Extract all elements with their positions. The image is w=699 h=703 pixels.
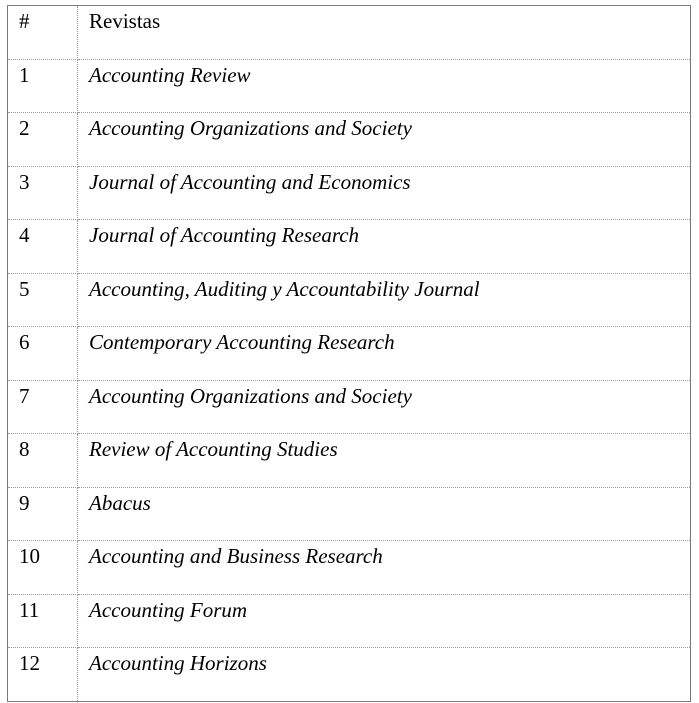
table-row: [8, 220, 691, 274]
row-number: 12: [8, 648, 78, 702]
table-row: [8, 594, 691, 648]
journal-name: Contemporary Accounting Research: [78, 327, 691, 381]
table-row: [8, 273, 691, 327]
table-row: [8, 487, 691, 541]
row-number: 10: [8, 541, 78, 595]
table-row: [8, 113, 691, 167]
table-header-row: [8, 6, 691, 60]
journal-name: Accounting, Auditing y Accountability Journal: [78, 273, 691, 327]
row-number: 6: [8, 327, 78, 381]
row-number: 1: [8, 59, 78, 113]
journal-name: Review of Accounting Studies: [78, 434, 691, 488]
journal-name: Accounting Organizations and Society: [78, 380, 691, 434]
row-number: 11: [8, 594, 78, 648]
row-number: 8: [8, 434, 78, 488]
row-number: 4: [8, 220, 78, 274]
row-number: 9: [8, 487, 78, 541]
table-row: [8, 59, 691, 113]
column-header-number: #: [8, 6, 78, 60]
table-row: [8, 541, 691, 595]
row-number: 7: [8, 380, 78, 434]
table-row: [8, 648, 691, 702]
journal-name: Accounting Organizations and Society: [78, 113, 691, 167]
journal-name: Journal of Accounting and Economics: [78, 166, 691, 220]
journal-name: Abacus: [78, 487, 691, 541]
table-row: [8, 166, 691, 220]
table-row: [8, 327, 691, 381]
journal-name: Journal of Accounting Research: [78, 220, 691, 274]
journals-table: [7, 5, 691, 702]
column-header-journals: Revistas: [78, 6, 691, 60]
journal-name: Accounting Review: [78, 59, 691, 113]
row-number: 5: [8, 273, 78, 327]
row-number: 3: [8, 166, 78, 220]
journal-name: Accounting Forum: [78, 594, 691, 648]
row-number: 2: [8, 113, 78, 167]
journal-name: Accounting and Business Research: [78, 541, 691, 595]
table-row: [8, 380, 691, 434]
table-row: [8, 434, 691, 488]
journal-name: Accounting Horizons: [78, 648, 691, 702]
